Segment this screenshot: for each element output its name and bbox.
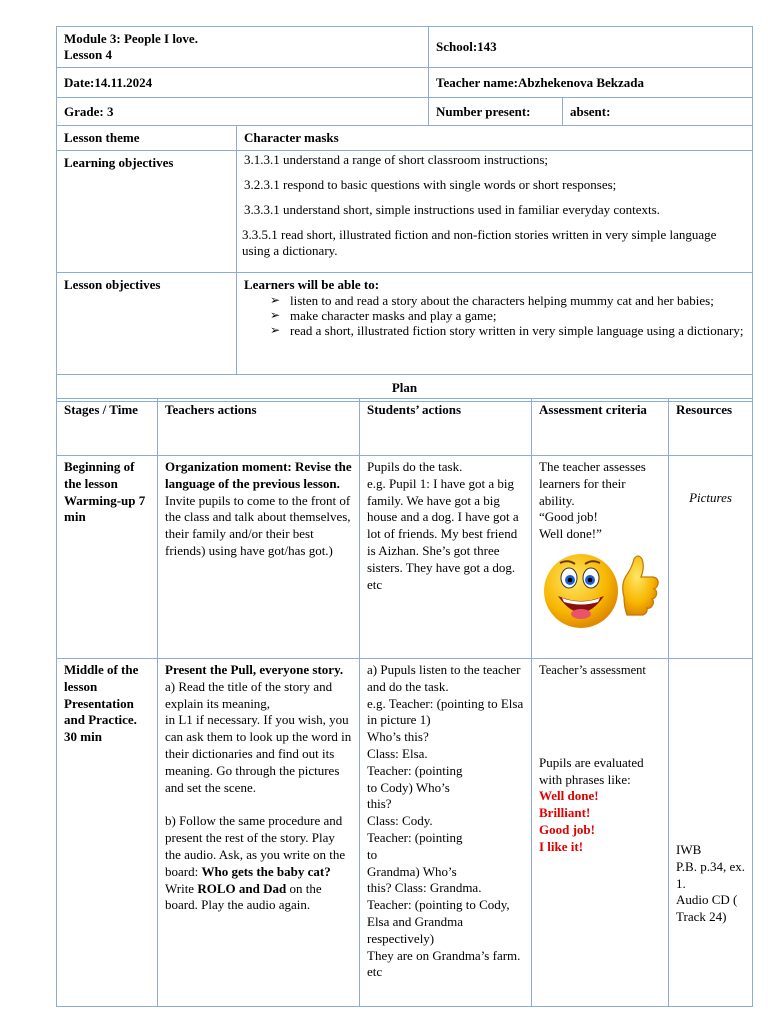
assessment-middle bbox=[532, 659, 669, 1007]
grade-cell: Grade: 3 bbox=[57, 98, 429, 126]
header-teachers-actions: Teachers actions bbox=[158, 399, 360, 456]
teacher-b-write: Write bbox=[165, 880, 198, 896]
plan-table bbox=[56, 398, 753, 1007]
number-present-cell: Number present: bbox=[429, 98, 563, 126]
header-resources: Resources bbox=[669, 399, 753, 456]
learning-objectives-list bbox=[237, 151, 753, 273]
module-cell bbox=[57, 27, 429, 68]
absent-cell: absent: bbox=[563, 98, 753, 126]
assessment-middle-title: Teacher’s assessment bbox=[539, 663, 646, 677]
teacher-actions-middle-title: Present the Pull, everyone story. bbox=[165, 662, 344, 677]
teacher-actions-beginning: Organization moment: Revise the language of the previous lesson. Invite pupils to come to the front of the class and talk about themselves, their family and/or their best friends) using have got/has got.) bbox=[158, 456, 360, 659]
lesson-objectives-label: Lesson objectives bbox=[57, 273, 237, 375]
header-assessment: Assessment criteria bbox=[532, 399, 669, 456]
lesson-theme-value: Character masks bbox=[237, 126, 753, 151]
learning-objective-item: 3.3.5.1 read short, illustrated fiction and non-fiction stories written in very simple language using a dictionary. bbox=[242, 227, 717, 258]
praise-phrase: I like it! bbox=[539, 838, 584, 854]
teacher-actions-middle-b bbox=[165, 813, 352, 914]
lesson-number: Lesson 4 bbox=[64, 47, 113, 62]
date-cell: Date:14.11.2024 bbox=[57, 68, 429, 98]
learning-objective-item: 3.2.3.1 respond to basic questions with single words or short responses; bbox=[244, 177, 617, 192]
lesson-theme-label: Lesson theme bbox=[57, 126, 237, 151]
praise-phrase: Well done! bbox=[539, 788, 599, 804]
teacher-b-names: ROLO and Dad bbox=[197, 880, 287, 896]
plan-title: Plan bbox=[57, 375, 753, 402]
assessment-text: The teacher assesses learners for their ability. “Good job! Well done!” bbox=[539, 459, 646, 542]
learning-objective-item: 3.3.3.1 understand short, simple instructions used in familiar everyday contexts. bbox=[244, 202, 660, 217]
assessment-middle-intro: Pupils are evaluated with phrases like: bbox=[539, 754, 644, 787]
school-cell: School:143 bbox=[429, 27, 753, 68]
teacher-b-end: on the board. Play the audio again. bbox=[165, 880, 322, 913]
teacher-actions-text: Invite pupils to come to the front of the class and talk about themselves, their family and/or their best friends) using have got/has got.) bbox=[165, 492, 351, 558]
lesson-objective-item: ➢ listen to and read a story about the characters helping mummy cat and her babies; bbox=[270, 293, 745, 308]
students-actions-beginning: Pupils do the task. e.g. Pupil 1: I have got a big family. We have got a big house and a dog. I have got a lot of friends. My best friend is Aizhan. She’s got three sisters. They have got a dog. etc bbox=[360, 456, 532, 659]
teacher-actions-bold: Organization moment: Revise the language of the previous lesson bbox=[165, 459, 352, 491]
lesson-objectives-cell bbox=[237, 273, 753, 375]
resources-middle: IWB P.B. p.34, ex. 1. Audio CD ( Track 24) bbox=[669, 659, 753, 1007]
teacher-actions-middle bbox=[158, 659, 360, 1007]
praise-phrase: Brilliant! bbox=[539, 805, 591, 821]
stage-middle: Middle of the lesson Presentation and Practice. 30 min bbox=[57, 659, 158, 1007]
resources-beginning: Pictures bbox=[669, 456, 753, 659]
praise-phrase: Good job! bbox=[539, 821, 595, 837]
students-actions-middle: a) Pupuls listen to the teacher and do the task. e.g. Teacher: (pointing to Elsa in picture 1) Who’s this? Class: Elsa. Teacher: (pointing to Cody) Who’s this? Class: Cody. Teacher: (pointing to Grandma) Who’s this? Class: Grandma. Teacher: (pointing to Cody, Elsa and Grandma respectively) They are on Grandma’s farm. etc bbox=[360, 659, 532, 1007]
lesson-objectives-intro: Learners will be able to: bbox=[244, 277, 380, 292]
teacher-b-text: b) Follow the same procedure and present the rest of the story. Play the audio. Ask, as you write on the board: bbox=[165, 813, 346, 879]
learning-objectives-label: Learning objectives bbox=[57, 151, 237, 273]
lesson-objectives-list bbox=[244, 293, 745, 338]
lesson-objective-item: ➢ make character masks and play a game; bbox=[270, 308, 745, 323]
teacher-name-cell: Teacher name:Abzhekenova Bekzada bbox=[429, 68, 753, 98]
stage-beginning: Beginning of the lesson Warming-up 7 min bbox=[57, 456, 158, 659]
teacher-b-question: Who gets the baby cat? bbox=[201, 863, 331, 879]
teacher-actions-middle-a: a) Read the title of the story and explain its meaning, in L1 if necessary. If you wish, you can ask them to look up the word in their dictionaries and find out its meaning. Go through the pictures and set the scene. bbox=[165, 678, 352, 795]
lesson-objective-item: ➢ read a short, illustrated fiction story written in very simple language using a dictionary; bbox=[270, 323, 745, 338]
assessment-beginning bbox=[532, 456, 669, 659]
learning-objective-item: 3.1.3.1 understand a range of short classroom instructions; bbox=[244, 152, 548, 167]
module-title: Module 3: People I love. bbox=[64, 31, 198, 46]
thumbs-up-smiley-icon bbox=[538, 551, 664, 631]
lesson-header-table bbox=[56, 26, 753, 402]
header-students-actions: Students’ actions bbox=[360, 399, 532, 456]
header-stages: Stages / Time bbox=[57, 399, 158, 456]
